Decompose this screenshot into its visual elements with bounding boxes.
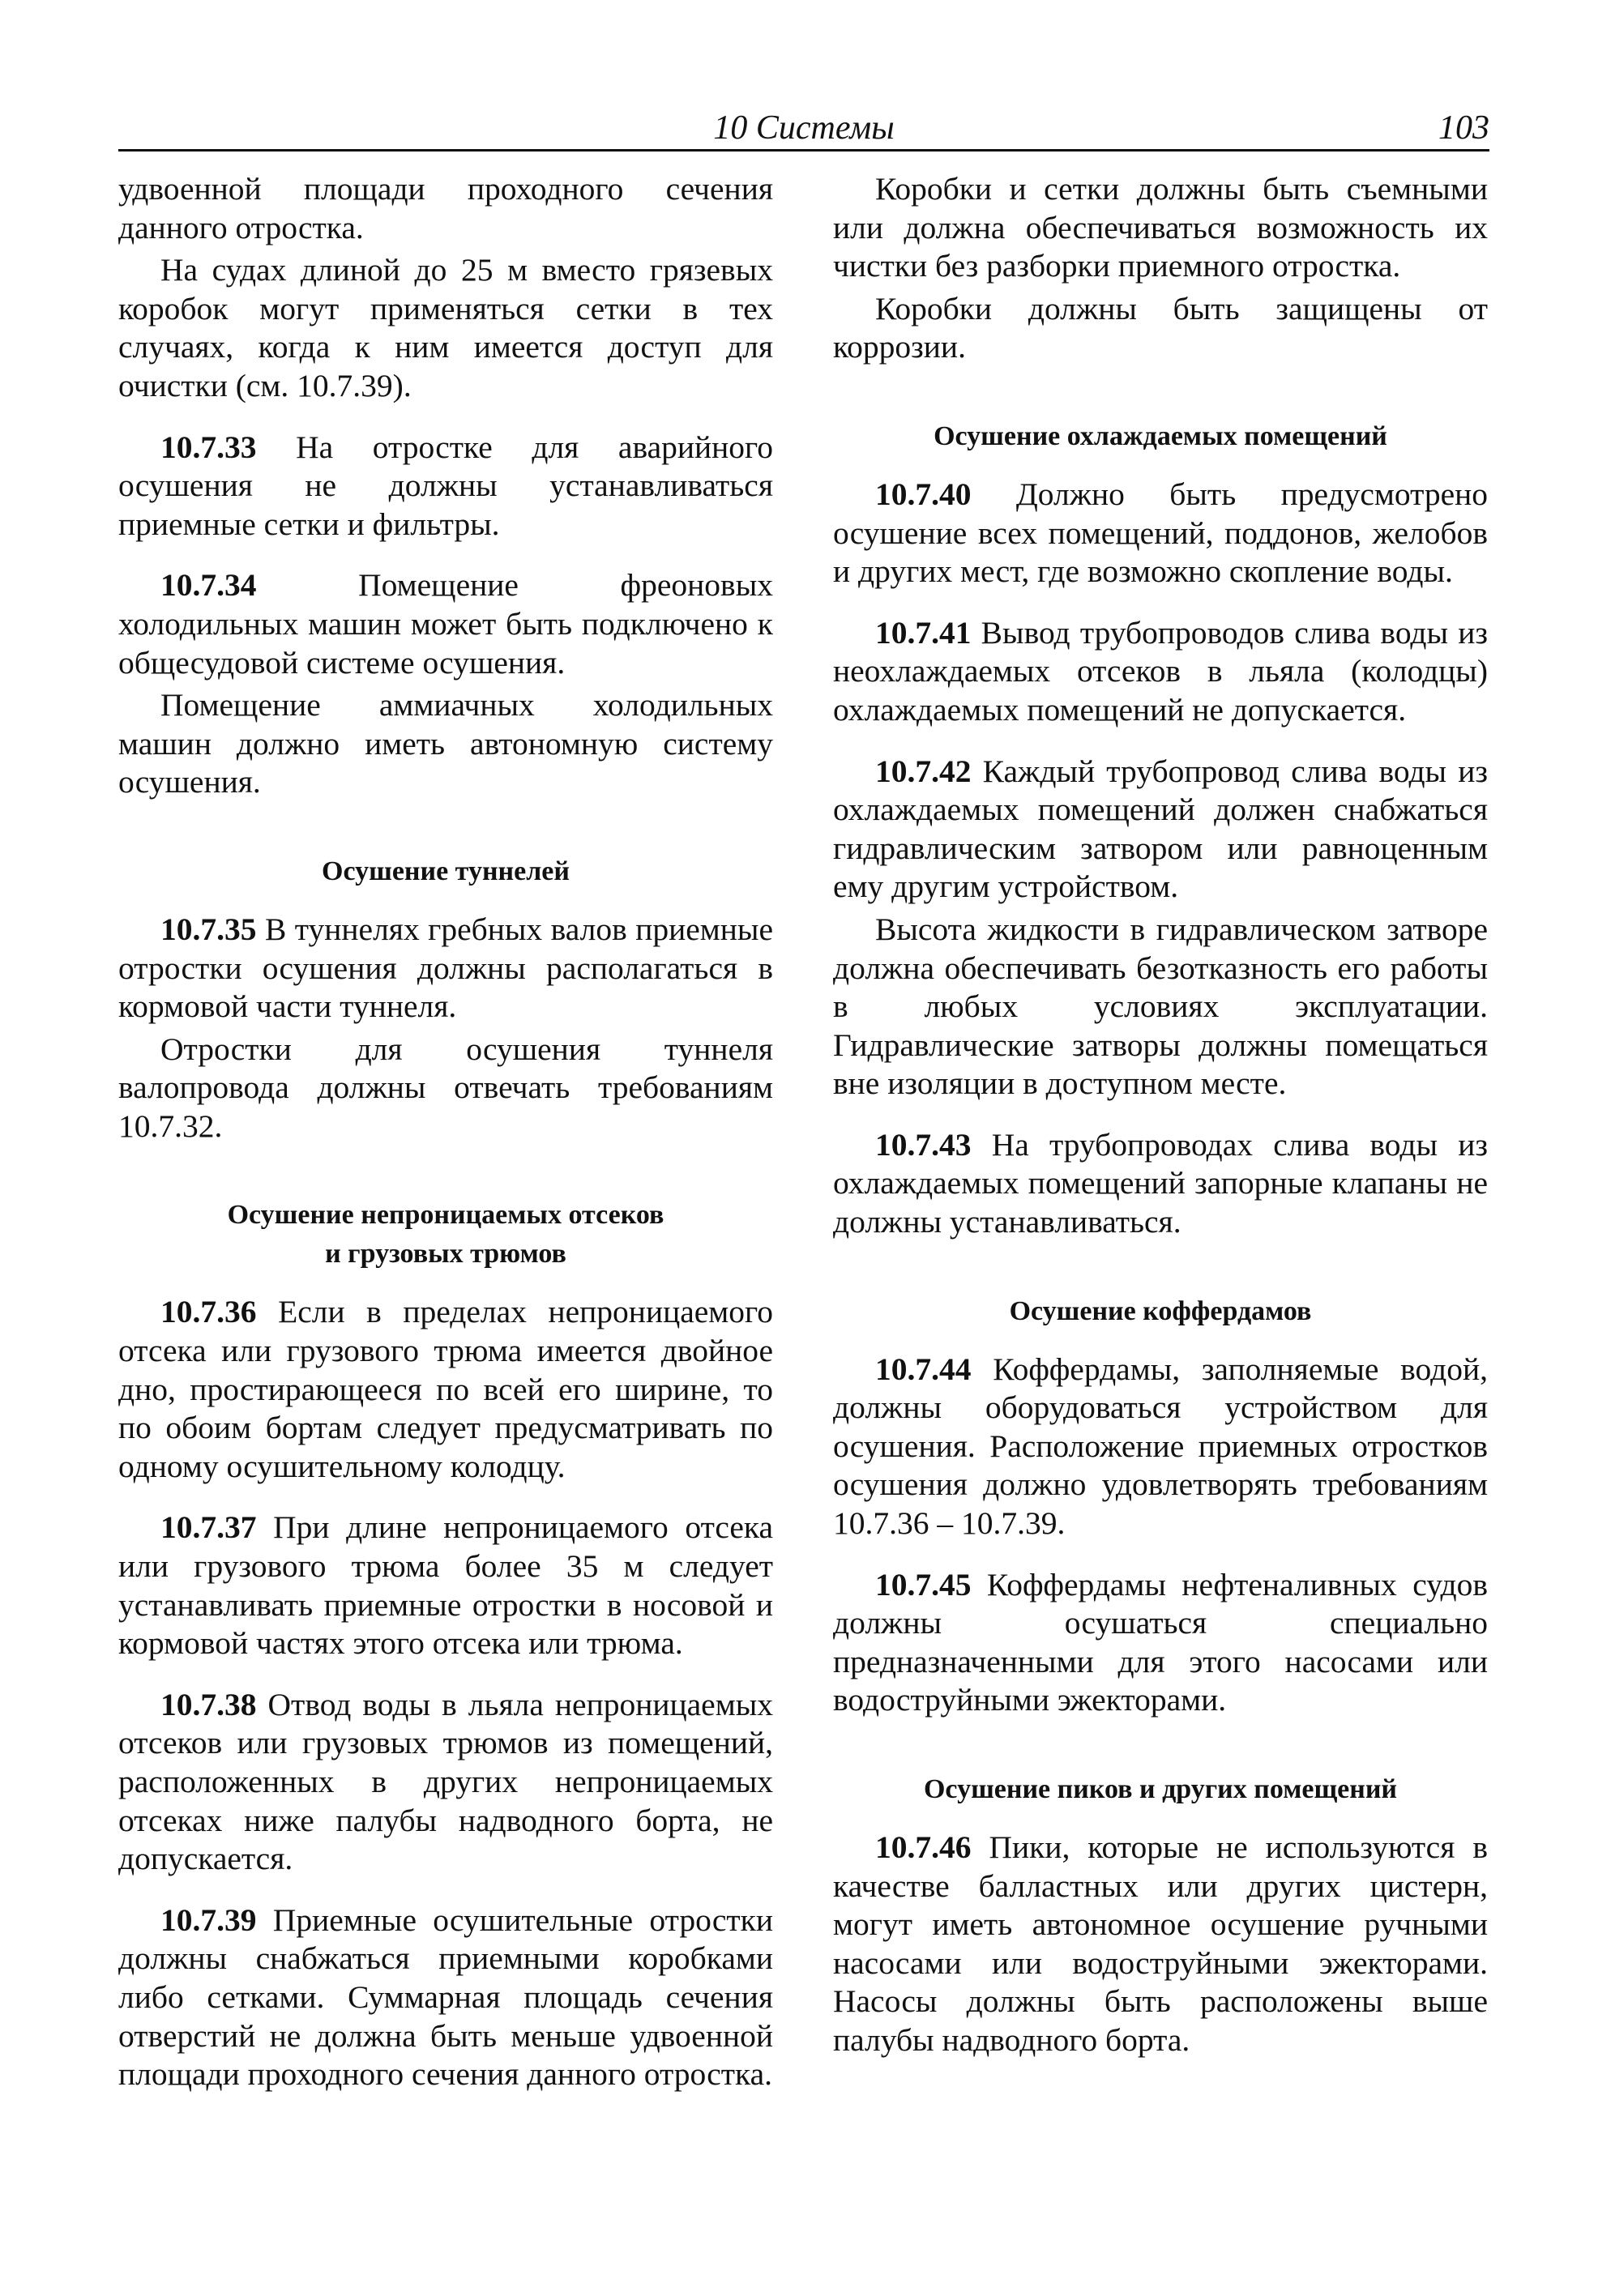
clause-number: 10.7.46 [875,1829,972,1865]
clause-number: 10.7.38 [160,1686,257,1722]
clause-10-7-42 [833,753,1488,907]
clause-number: 10.7.42 [875,753,972,789]
paragraph: Помещение аммиачных холодильных машин должно иметь автономную систему осушения. [118,687,773,800]
clause-10-7-43 [833,1126,1488,1242]
paragraph: Коробки и сетки должны быть съемными или должна обеспечиваться возможность их чистки без разборки приемного отростка. [833,171,1488,284]
heading-line: Осушение непроницаемых отсеков [227,1200,664,1231]
clause-10-7-41 [833,614,1488,730]
clause-number: 10.7.40 [875,476,972,512]
paragraph: удвоенной площади проходного сечения данного отростка. [118,171,773,245]
clause-10-7-38 [118,1686,773,1879]
clause-number: 10.7.39 [160,1901,257,1938]
clause-text: Каждый трубопровод слива воды из охлаждаемых помещений должен снабжаться гидравлическим затвором или равноценным ему другим устройством. [833,753,1488,905]
section-heading [118,1196,773,1274]
clause-text: На отростке для аварийного осушения не должны устанавливаться приемные сетки и фильтры. [118,429,773,542]
clause-text: Помещение фреоновых холодильных машин может быть подключено к общесудовой системе осушения. [118,567,773,681]
clause-number: 10.7.43 [875,1126,972,1163]
clause-number: 10.7.41 [875,614,972,651]
paragraph: Высота жидкости в гидравлическом затворе должна обеспечивать безотказность его работы в любых условиях эксплуатации. Гидравлические затворы должны помещаться вне изоляции в доступном месте. [833,911,1488,1102]
clause-text: Коффердамы, заполняемые водой, должны оборудоваться устройством для осушения. Расположение приемных отростков осушения должно удовлетворять требованиям 10.7.36 – 10.7.39. [833,1351,1488,1542]
right-column [833,170,1488,2060]
page-header [118,104,1489,154]
clause-10-7-37 [118,1509,773,1662]
section-heading: Осушение туннелей [322,856,570,886]
clause-10-7-36 [118,1293,773,1486]
heading-line: и грузовых трюмов [325,1239,566,1270]
clause-text: На трубопроводах слива воды из охлаждаемых помещений запорные клапаны не должны устанавливаться. [833,1126,1488,1240]
clause-text: Приемные осушительные отростки должны снабжаться приемными коробками либо сетками. Суммарная площадь сечения отверстий не должна быть меньше удвоенной площади проходного сечения данного отростка. [118,1901,773,2093]
clause-number: 10.7.45 [875,1566,972,1603]
clause-text: Вывод трубопроводов слива воды из неохлаждаемых отсеков в льяла (колодцы) охлаждаемых помещений не допускается. [833,614,1488,728]
clause-number: 10.7.36 [160,1294,257,1330]
clause-text: При длине непроницаемого отсека или грузового трюма более 35 м следует устанавливать приемные отростки в носовой и кормовой частях этого отсека или трюма. [118,1509,773,1662]
paragraph: Отростки для осушения туннеля валопровода должны отвечать требованиям 10.7.32. [118,1031,773,1144]
section-heading: Осушение коффердамов [1009,1295,1312,1326]
header-rule [118,149,1489,152]
clause-text: В туннелях гребных валов приемные отростки осушения должны располагаться в кормовой части туннеля. [118,911,773,1025]
clause-10-7-33 [118,429,773,544]
clause-text: Пики, которые не используются в качестве балластных или других цистерн, могут иметь автономное осушение ручными насосами или водоструйными эжекторами. Насосы должны быть расположены выше палубы надводного борта. [833,1829,1488,2058]
paragraph: На судах длиной до 25 м вместо грязевых коробок могут применяться сетки в тех случаях, когда к ним имеется доступ для очистки (см. 10.7.39). [118,252,773,403]
clause-10-7-46 [833,1829,1488,2060]
clause-number: 10.7.33 [160,429,257,465]
clause-10-7-44 [833,1351,1488,1543]
clause-text: Должно быть предусмотрено осушение всех помещений, поддонов, желобов и других мест, где возможно скопление воды. [833,476,1488,590]
clause-text: Отвод воды в льяла непроницаемых отсеков или грузовых трюмов из помещений, расположенных в других непроницаемых отсеках ниже палубы надводного борта, не допускается. [118,1686,773,1877]
clause-number: 10.7.35 [160,911,257,947]
left-column [118,170,773,2094]
clause-number: 10.7.44 [875,1351,972,1387]
clause-10-7-34 [118,566,773,682]
section-heading: Осушение охлаждаемых помещений [934,420,1387,451]
paragraph: Коробки должны быть защищены от коррозии. [833,290,1488,365]
clause-number: 10.7.34 [160,567,257,604]
section-heading: Осушение пиков и других помещений [923,1774,1398,1804]
page-number: 103 [1438,109,1489,147]
clause-10-7-45 [833,1566,1488,1720]
running-head: 10 Системы [713,109,895,147]
clause-text: Коффердамы нефтеналивных судов должны осушаться специально предназначенными для этого насосами или водоструйными эжекторами. [833,1566,1488,1718]
clause-10-7-39 [118,1901,773,2094]
clause-number: 10.7.37 [160,1509,257,1546]
clause-10-7-40 [833,476,1488,591]
clause-text: Если в пределах непроницаемого отсека или грузового трюма имеется двойное дно, простирающееся по всей его ширине, то по обоим бортам следует предусматривать по одному осушительному колодцу. [118,1294,773,1484]
clause-10-7-35 [118,911,773,1026]
